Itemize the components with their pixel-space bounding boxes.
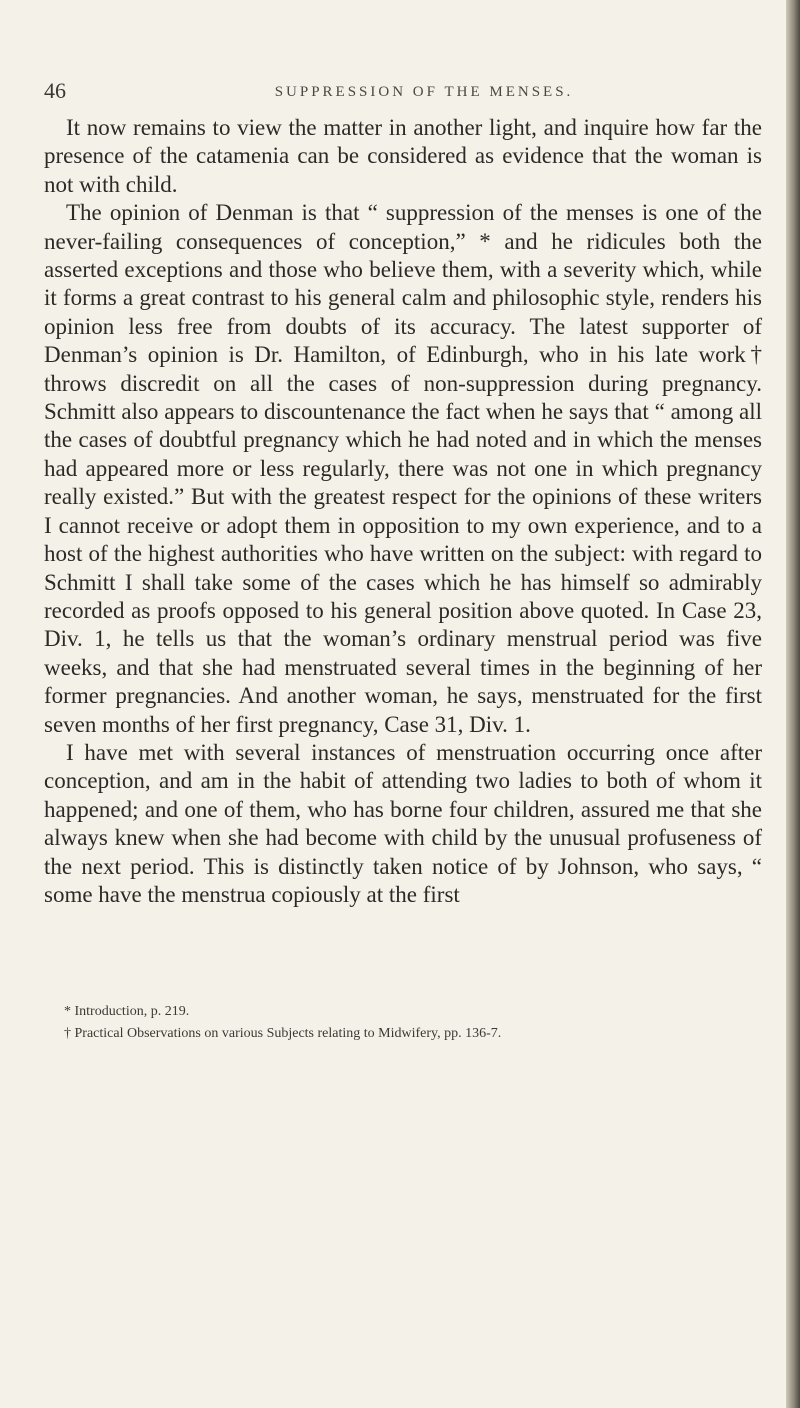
paragraph-2: The opinion of Denman is that “ suppression of the menses is one of the never-failing consequences of conception,” * and he ridicules both the asserted exceptions and those who believe them, with a severity which, while it forms a great contrast to his general calm and philosophic style, renders his opinion less free from doubts of its accuracy. The latest supporter of Denman’s opinion is Dr. Hamilton, of Edinburgh, who in his late work† throws discredit on all the cases of non-suppression during pregnancy. Schmitt also appears to discountenance the fact when he says that “ among all the cases of doubtful pregnancy which he had noted and in which the menses had appeared more or less regularly, there was not one in which pregnancy really existed.” But with the greatest respect for the opinions of these writers I cannot receive or adopt them in opposition to my own experience, and to a host of the highest authorities who have written on the subject: with regard to Schmitt I shall take some of the cases which he has himself so admirably recorded as proofs opposed to his general position above quoted. In Case 23, Div. 1, he tells us that the woman’s ordinary menstrual period was five weeks, and that she had menstruated several times in the beginning of her former pregnancies. And another woman, he says, menstruated for the first seven months of her first pregnancy, Case 31, Div. 1.	[44, 200, 762, 737]
footnote-1: * Introduction, p. 219.	[64, 1004, 190, 1019]
page-number: 46	[44, 78, 66, 103]
running-head: SUPPRESSION OF THE MENSES.	[274, 84, 574, 100]
body-text	[44, 114, 762, 909]
footnote-2: † Practical Observations on various Subjects relating to Midwifery, pp. 136-7.	[64, 1026, 502, 1041]
page-header	[44, 78, 744, 114]
page-edge-shadow	[786, 0, 800, 1408]
footnotes	[64, 1001, 764, 1045]
paragraph-3: I have met with several instances of menstruation occurring once after conception, and am in the habit of attending two ladies to both of whom it happened; and one of them, who has borne four children, assured me that she always knew when she had become with child by the unusual profuseness of the next period. This is distinctly taken notice of by Johnson, who says, “ some have the menstrua copiously at the first	[44, 739, 762, 907]
paragraph-1: It now remains to view the matter in another light, and inquire how far the presence of the catamenia can be considered as evidence that the woman is not with child.	[44, 115, 762, 197]
